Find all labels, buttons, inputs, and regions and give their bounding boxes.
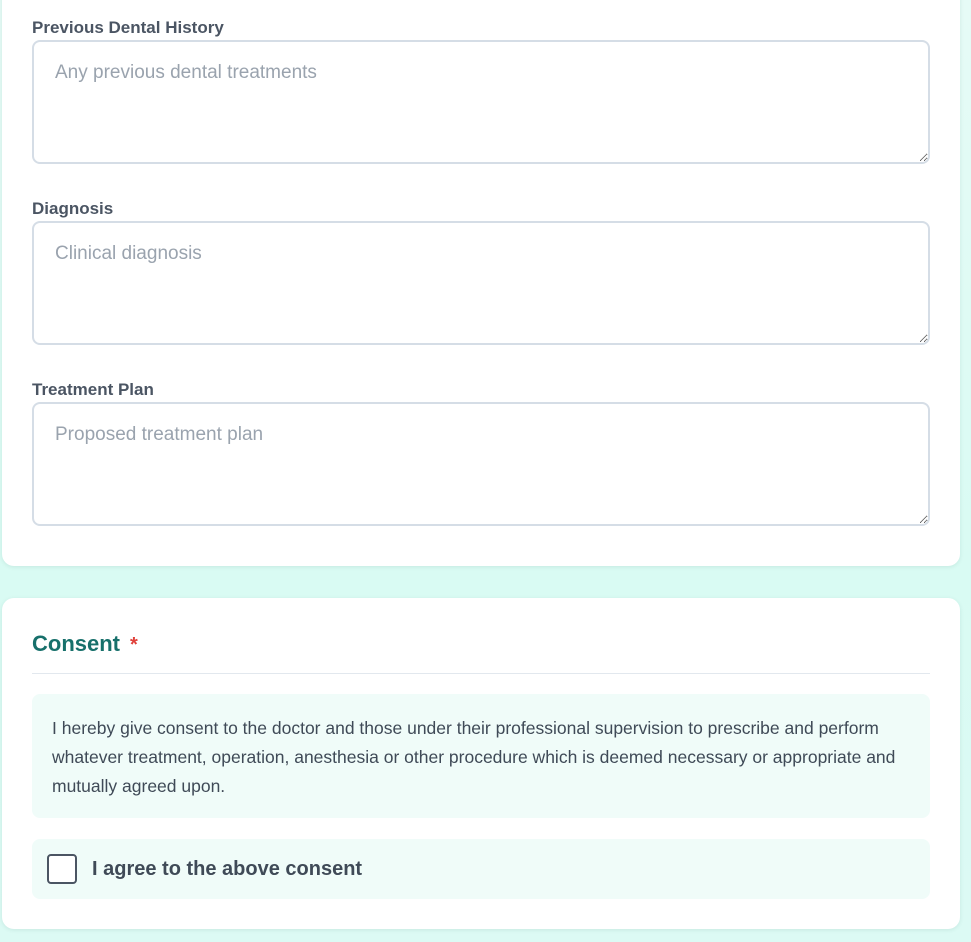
treatment-plan-input[interactable]	[32, 402, 930, 526]
diagnosis-field	[32, 197, 930, 345]
section-divider	[32, 673, 930, 674]
treatment-plan-field	[32, 378, 930, 526]
treatment-plan-label: Treatment Plan	[32, 380, 154, 399]
previous-dental-history-label: Previous Dental History	[32, 18, 224, 37]
consent-card	[2, 598, 960, 929]
medical-history-card	[2, 0, 960, 566]
agree-consent-row[interactable]	[32, 839, 930, 899]
agree-consent-label[interactable]: I agree to the above consent	[92, 857, 363, 880]
consent-title: Consent	[32, 631, 120, 656]
required-asterisk: *	[130, 634, 138, 656]
diagnosis-label: Diagnosis	[32, 199, 114, 218]
consent-heading	[32, 631, 138, 657]
consent-text: I hereby give consent to the doctor and those under their professional supervision to prescribe and perform whatever treatment, operation, anesthesia or other procedure which is deemed necessary or appropriate and mutually agreed upon.	[32, 694, 930, 818]
diagnosis-input[interactable]	[32, 221, 930, 345]
previous-dental-history-input[interactable]	[32, 40, 930, 164]
agree-consent-checkbox[interactable]	[47, 854, 77, 884]
previous-dental-history-field	[32, 16, 930, 164]
